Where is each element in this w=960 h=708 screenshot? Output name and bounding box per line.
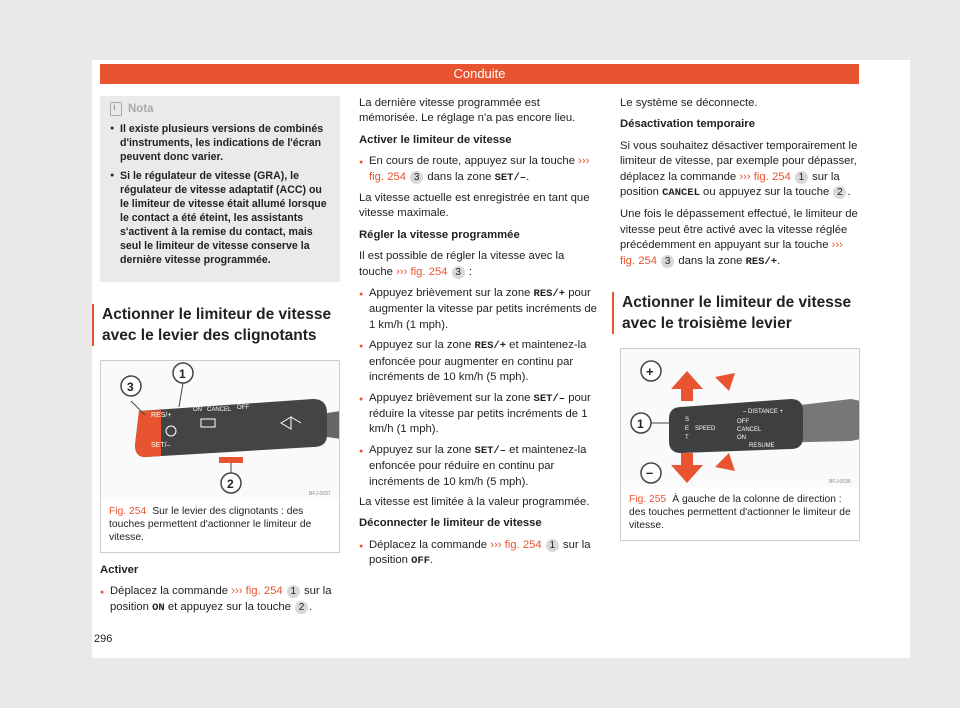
bullet-item: ● Déplacez la commande ››› fig. 254 1 sur la position OFF. (359, 538, 599, 570)
paragraph: La vitesse est limitée à la valeur programmée. (359, 495, 590, 508)
position-code: OFF (411, 555, 430, 568)
nota-heading (110, 102, 330, 116)
minus-callout: – (646, 465, 654, 481)
column-3 (620, 96, 860, 541)
callout-2: 2 (227, 477, 234, 491)
position-code: ON (152, 601, 165, 614)
text: pour augmenter la vitesse par petits incréments de 1 km/h (1 mph). (369, 287, 597, 331)
subheading: Déconnecter le limiteur de vitesse (359, 517, 542, 530)
activer-step: ● Déplacez la commande ››› fig. 254 1 sur la position ON et appuyez sur la touche 2 . (100, 584, 340, 616)
bullet-item (359, 286, 599, 333)
subheading: Régler la vitesse programmée (359, 228, 520, 241)
paragraph: Le système se déconnecte. (620, 97, 758, 109)
figure-caption (101, 499, 339, 552)
figure-ref-link[interactable]: ››› fig. 254 (369, 155, 590, 183)
paragraph: Si vous souhaitez désactiver temporairement le limiteur de vitesse, par exemple pour dépasser, déplacez la commande ››› fig. 254 1 sur la position CANCEL ou appuyez sur la touche 2 . (620, 139, 858, 200)
info-icon (110, 102, 122, 116)
up-arrow-icon (671, 371, 703, 401)
zone-code: RES/+ (474, 340, 507, 353)
figure-ref-link[interactable]: ››› fig. 254 (231, 585, 283, 598)
text: ou appuyez sur la touche (703, 186, 830, 199)
forward-arrow-icon (715, 373, 735, 391)
distance-label: – DISTANCE + (743, 409, 784, 416)
callout-number: 2 (833, 186, 846, 199)
callout-1: 1 (637, 417, 644, 432)
nota-item: ● Si le régulateur de vitesse (GRA), le régulateur de vitesse adaptatif (ACC) ou le limiteur de vitesse était allumé lorsque le contact a été éteint, les assistants s'activent à la remise du contact, mais seul le limiteur de vitesse conserve la dernière vitesse programmée. (110, 169, 330, 267)
nota-box (100, 96, 340, 282)
text: Une fois le dépassement effectué, le limiteur de vitesse peut être activé avec la vitesse réglée précédemment en appuyant sur la touche (620, 208, 858, 252)
text: sur la position (620, 170, 840, 199)
text: dans la zone (678, 254, 743, 267)
plus-callout: + (646, 364, 654, 380)
callout-3: 3 (127, 380, 134, 394)
paragraph: La vitesse actuelle est enregistrée en tant que vitesse maximale. (359, 192, 590, 220)
bullet-item: ● En cours de route, appuyez sur la touche ››› fig. 254 3 dans la zone SET/–. (359, 154, 599, 186)
resume-label: RESUME (749, 443, 775, 450)
text: Appuyez brièvement sur la zone (369, 391, 531, 404)
callout-number: 2 (295, 601, 308, 614)
callout-number: 3 (661, 255, 674, 268)
zone-code: SET/– (474, 444, 507, 457)
figure-ref-link[interactable]: ››› fig. 254 (490, 538, 542, 551)
text: Appuyez sur la zone (369, 339, 472, 352)
column-1 (100, 96, 340, 621)
position-code: CANCEL (662, 187, 700, 200)
bullet-item (359, 443, 599, 490)
caption-text: Sur le levier des clignotants : des touches permettent d'actionner le limiteur de vitesse. (109, 506, 312, 543)
off-label: OFF (737, 419, 749, 426)
text: et maintenez-la enfoncée pour réduire en continu par incréments de 10 km/h (5 mph). (369, 443, 587, 488)
figure-254 (100, 360, 340, 553)
chapter-header: Conduite (100, 64, 859, 84)
callout-number: 1 (546, 539, 559, 552)
text: sur la position (369, 538, 591, 567)
figure-ref-link[interactable]: ››› fig. 254 (620, 239, 843, 267)
figure-code: BFJ-0036 (829, 479, 851, 486)
figure-label: Fig. 255 (629, 494, 667, 506)
nota-item: ● Il existe plusieurs versions de combinés d'instruments, les indications de l'écran peuvent donc varier. (110, 122, 330, 164)
s-label: S (685, 417, 690, 424)
zone-code: SET/– (494, 171, 527, 184)
third-lever-illustration (621, 349, 859, 487)
turn-signal-lever-illustration (101, 361, 339, 499)
text: En cours de route, appuyez sur la touche (369, 155, 575, 168)
down-arrow-icon (671, 453, 703, 483)
text: Il est possible de régler la vitesse avec la touche (359, 250, 565, 278)
figure-ref-link[interactable]: ››› fig. 254 (396, 265, 448, 278)
figure-code: BFJ-0037 (309, 491, 331, 497)
page-number: 296 (94, 633, 113, 645)
speed-label: SPEED (695, 426, 716, 433)
set-label: SET/– (151, 442, 171, 449)
figure-caption (621, 487, 859, 540)
res-label: RES/+ (151, 412, 172, 419)
text: dans la zone (427, 170, 492, 183)
column-2 (359, 96, 599, 575)
subheading: Activer le limiteur de vitesse (359, 133, 512, 146)
text: Déplacez la commande (369, 538, 488, 551)
back-arrow-icon (715, 453, 735, 471)
on-label: ON (193, 407, 202, 413)
text: et appuyez sur la touche (167, 600, 291, 613)
paragraph: Il est possible de régler la vitesse avec la touche ››› fig. 254 3 : (359, 250, 565, 278)
text: Déplacez la commande (110, 585, 229, 598)
text: sur la position (110, 585, 332, 613)
nota-title: Nota (128, 103, 154, 115)
bullet-item (359, 338, 599, 385)
figure-label: Fig. 254 (109, 506, 147, 517)
paragraph: La dernière vitesse programmée est mémorisée. Le réglage n'a pas encore lieu. (359, 97, 576, 125)
callout-number: 1 (287, 585, 300, 598)
callout-1: 1 (179, 367, 186, 381)
section-title: Actionner le limiteur de vitesse avec le troisième levier (612, 292, 860, 334)
off-label: OFF (237, 405, 249, 411)
e-label: E (685, 426, 690, 433)
text: Appuyez brièvement sur la zone (369, 287, 531, 300)
subheading: Désactivation temporaire (620, 118, 755, 131)
paragraph: Une fois le dépassement effectué, le limiteur de vitesse peut être activé avec la vitesse réglée précédemment en appuyant sur la touche ››› fig. 254 3 dans la zone RES/+. (620, 208, 858, 268)
zone-code: RES/+ (533, 288, 566, 301)
on-label: ON (737, 435, 746, 442)
activer-heading: Activer (100, 564, 139, 576)
cancel-label: CANCEL (737, 427, 762, 434)
bullet-item (359, 391, 599, 438)
figure-255 (620, 348, 860, 541)
text: pour réduire la vitesse par petits incréments de 1 km/h (1 mph). (369, 391, 591, 436)
cancel-label: CANCEL (207, 407, 232, 413)
zone-code: SET/– (533, 392, 566, 405)
figure-255-image (621, 349, 859, 487)
callout-number: 3 (410, 171, 423, 184)
caption-text: À gauche de la colonne de direction : des touches permettent d'actionner le limiteur de vitesse. (629, 494, 851, 532)
t-label: T (685, 435, 689, 442)
callout-number: 3 (452, 266, 465, 279)
text: Appuyez sur la zone (369, 443, 472, 456)
figure-ref-link[interactable]: ››› fig. 254 (739, 170, 791, 183)
callout-number: 1 (795, 171, 808, 184)
figure-254-image (101, 361, 339, 499)
text: Si vous souhaitez désactiver temporairement le limiteur de vitesse, par exemple pour dépasser, déplacez la commande (620, 139, 858, 183)
text: et maintenez-la enfoncée pour augmenter en continu par incréments de 10 km/h (5 mph). (369, 339, 587, 384)
section-title: Actionner le limiteur de vitesse avec le levier des clignotants (92, 304, 340, 346)
zone-code: RES/+ (745, 255, 778, 268)
